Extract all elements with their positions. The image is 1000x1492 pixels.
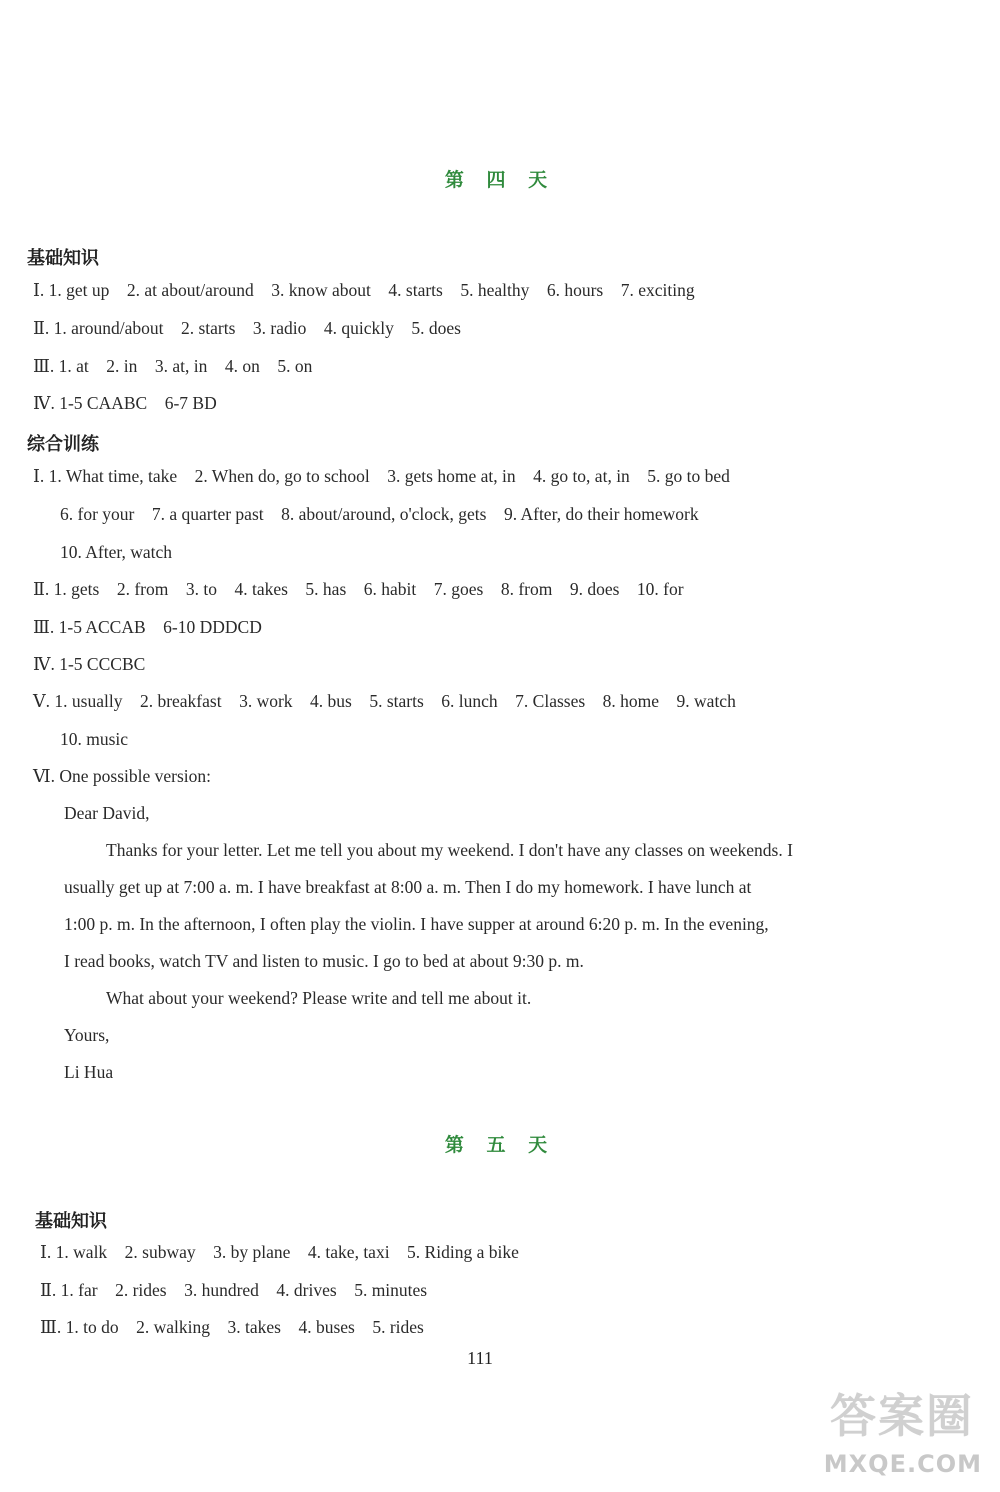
watermark-logo-text: 答案圈: [830, 1389, 974, 1443]
day4-basic-IV: Ⅳ. 1-5 CAABC 6-7 BD: [33, 393, 217, 413]
day4-basic-II: Ⅱ. 1. around/about 2. starts 3. radio 4. quickly 5. does: [33, 318, 461, 338]
letter-signature: Li Hua: [64, 1062, 114, 1082]
day5-basic-II: Ⅱ. 1. far 2. rides 3. hundred 4. drives 5. minutes: [40, 1280, 428, 1300]
day4-comp-V-a: Ⅴ. 1. usually 2. breakfast 3. work 4. bus 5. starts 6. lunch 7. Classes 8. home 9. watch: [33, 691, 736, 711]
letter-line-1: Thanks for your letter. Let me tell you about my weekend. I don't have any classes on weekends. I: [106, 840, 793, 860]
day5-basic-III: Ⅲ. 1. to do 2. walking 3. takes 4. buses 5. rides: [40, 1317, 424, 1337]
day5-basic-heading: 基础知识: [35, 1211, 107, 1232]
day4-comprehensive-heading: 综合训练: [27, 434, 99, 455]
sample-letter: [64, 795, 934, 1091]
day4-comp-II: Ⅱ. 1. gets 2. from 3. to 4. takes 5. has 6. habit 7. goes 8. from 9. does 10. for: [33, 579, 684, 599]
day4-basic-I: Ⅰ. 1. get up 2. at about/around 3. know about 4. starts 5. healthy 6. hours 7. exciting: [33, 280, 695, 300]
day4-comp-I-b: 6. for your 7. a quarter past 8. about/around, o'clock, gets 9. After, do their homework: [60, 504, 699, 524]
letter-line-3: 1:00 p. m. In the afternoon, I often play the violin. I have supper at around 6:20 p. m. In the evening,: [64, 914, 769, 934]
letter-closing: Yours,: [64, 1025, 110, 1045]
day4-basic-III: Ⅲ. 1. at 2. in 3. at, in 4. on 5. on: [33, 356, 313, 376]
day4-comp-IV: Ⅳ. 1-5 CCCBC: [33, 654, 146, 674]
day4-comp-VI: Ⅵ. One possible version:: [33, 766, 211, 786]
day5-title: 第 五 天: [444, 1134, 556, 1156]
day4-title: 第 四 天: [444, 169, 556, 191]
day4-comp-III: Ⅲ. 1-5 ACCAB 6-10 DDDCD: [33, 617, 262, 637]
watermark-logo: [764, 1386, 994, 1486]
day5-basic-I: Ⅰ. 1. walk 2. subway 3. by plane 4. take, taxi 5. Riding a bike: [40, 1242, 519, 1262]
watermark-site-text: MXQE.COM: [823, 1450, 982, 1478]
letter-greeting: Dear David,: [64, 803, 150, 823]
letter-line-2: usually get up at 7:00 a. m. I have breakfast at 8:00 a. m. Then I do my homework. I have lunch at: [64, 877, 752, 897]
letter-line-5: What about your weekend? Please write and tell me about it.: [106, 988, 532, 1008]
page-number: 111: [467, 1348, 493, 1368]
day4-comp-I-c: 10. After, watch: [60, 542, 173, 562]
letter-line-4: I read books, watch TV and listen to music. I go to bed at about 9:30 p. m.: [64, 951, 584, 971]
day4-comp-I-a: Ⅰ. 1. What time, take 2. When do, go to school 3. gets home at, in 4. go to, at, in 5. go to bed: [33, 466, 730, 486]
day4-comp-V-b: 10. music: [60, 729, 129, 749]
day4-basic-heading: 基础知识: [27, 248, 99, 269]
